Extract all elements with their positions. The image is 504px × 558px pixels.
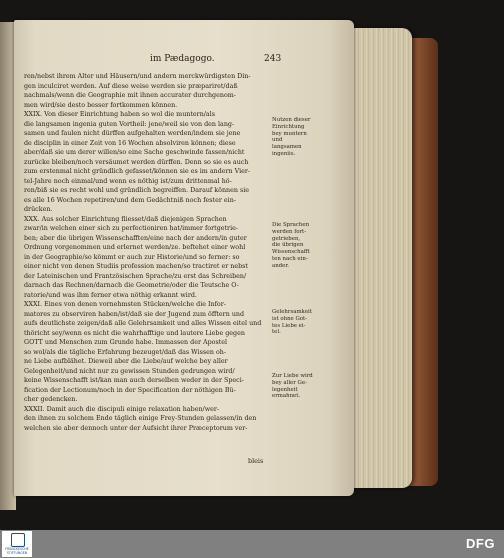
margin-note-line: Gelehrsamkeit — [272, 309, 312, 315]
library-logo[interactable] — [2, 531, 32, 557]
text-line: gen inculciret werden. Auf diese weise werden sie præpariret/daß — [24, 82, 238, 90]
text-line: Gelegenheit/und nicht nur zu gewissen Stunden gedrungen wird/ — [24, 367, 235, 375]
text-line: ren/nebst ihrem Alter und Häusern/und andern merckwürdigsten Din- — [24, 73, 251, 80]
margin-note-line: ander. — [272, 262, 290, 269]
margin-note-line: legenheit — [272, 386, 298, 393]
viewer-footer — [0, 530, 504, 558]
text-line: den ihnen zu solchem Ende täglich einige Frey-Stunden gelassen/in den — [24, 415, 257, 422]
margin-note-line: Zur Liebe wird — [272, 373, 313, 379]
text-line: thöricht sey/wenn es nicht die wahrhafftige und lautere Liebe gegen — [24, 329, 245, 337]
margin-note — [272, 222, 332, 270]
text-line: keine Wissenschafft ist/kan man auch derselben weder in der Speci- — [24, 377, 244, 384]
margin-note — [272, 373, 332, 400]
library-logo-text: FRANCKESCHE STIFTUNGEN — [5, 547, 29, 555]
margin-note — [272, 117, 332, 158]
text-line: es alle 16 Wochen repetiren/und dem Gedächtniß noch fester ein- — [24, 196, 236, 204]
margin-note-line: langsamen — [272, 144, 302, 151]
text-line: Ordnung vorgenommen und erlernet werden/ze. beftehet einer wohl — [24, 244, 246, 251]
page-stack — [350, 28, 412, 488]
margin-note-line: und — [272, 137, 283, 144]
text-line: welchen sie aber dennoch unter der Aufsicht ihrer Præceptorum ver- — [24, 424, 248, 432]
margin-note-line: Nutzen dieser — [272, 117, 311, 123]
dfg-logo[interactable]: DFG — [466, 536, 495, 551]
text-line: de disciplin in einer Zeit von 16 Wochen absolviren können; diese — [24, 139, 236, 147]
text-line: aber/daß sie um derer willen/so eine Sache geschwinde fassen/nicht — [24, 149, 245, 156]
text-line: XXX. Aus solcher Einrichtung fliesset/daß diejenigen Sprachen — [24, 215, 227, 223]
text-line: XXXI. Eines von denen vornehmsten Stücken/welche die Infor- — [24, 301, 226, 308]
page-number: 243 — [264, 54, 282, 64]
text-line: men wird/sie desto besser fortkommen können. — [24, 101, 178, 109]
text-line: XXIX. Von dieser Einrichtung haben so wol die muntern/als — [24, 111, 215, 118]
text-line: aufs deutlichste zeigen/daß alle Gelehrsamkeit und alles Wissen eitel und — [24, 320, 262, 327]
margin-note-line: Wissenschafft — [272, 249, 310, 256]
margin-note-line: bey aller Ge- — [272, 379, 307, 386]
text-line: einer nicht von denen Studiis profession machen/so tractiret er nebst — [24, 263, 248, 270]
margin-note-line: ermahnet. — [272, 393, 301, 400]
margin-note-line: ingeniis. — [272, 150, 296, 157]
margin-note-line: werden fort- — [272, 228, 307, 235]
text-line: ratorie/und was ihm ferner etwa nöthig erkannt wird. — [24, 291, 197, 299]
text-line: darnach das Rechnen/darnach die Geometrie/oder die Teutsche O- — [24, 282, 239, 289]
text-line: zwar/in welchen einer sich zu perfectioniren hat/immer fortgetrie- — [24, 225, 239, 232]
text-line: ne Liebe aufblähet. Dieweil aber die Liebe/auf welche bey aller — [24, 358, 228, 365]
margin-note-line: bey muntern — [272, 130, 307, 137]
text-line: ren/biß sie es recht wohl und gründlich begreiffen. Darauf können sie — [24, 187, 250, 194]
text-line: so wol/als die tägliche Erfahrung bezeuget/daß das Wissen oh- — [24, 348, 227, 356]
library-logo-icon — [11, 533, 25, 547]
text-line: drücken. — [24, 206, 53, 213]
text-line: GOTT und Menschen zum Grunde habe. Immassen der Apostel — [24, 339, 228, 346]
text-line: zum erstenmal nicht gründlich gefasset/können sie es im andern Vier- — [24, 168, 251, 175]
text-line: in der Geographie/so kömmt er auch zur Historie/und so ferner: so — [24, 253, 240, 261]
margin-note-line: Die Sprachen — [272, 222, 310, 228]
text-line: die langsamen ingenia guten Vortheil: jene/weil sie von den lang- — [24, 120, 235, 128]
running-header — [0, 54, 504, 68]
text-line: nachmals/wenn die Geographie mit ihnen accurater durchgenom- — [24, 92, 236, 99]
text-line: cher gedencken. — [24, 396, 78, 403]
running-title: im Pædagogo. — [150, 54, 215, 64]
margin-note-line: tes Liebe ei- — [272, 322, 306, 329]
margin-note — [272, 309, 332, 336]
text-line: samen und faulen nicht dürffen aufgehalten werden/indem sie jene — [24, 130, 241, 137]
margin-note-line: ten nach ein- — [272, 255, 308, 262]
margin-note-line: die übrigen — [272, 242, 304, 249]
text-line: tel-Jahre noch einmal/und wenn es nöthig ist/zum drittenmal hö- — [24, 177, 232, 185]
text-line: der Lateinischen und Frantzösischen Sprache/zu erst das Schreiben/ — [24, 272, 247, 280]
text-line: fication der Lectionum/noch in der Specification der nöthigen Bü- — [24, 386, 236, 394]
margin-note-line: ist ohne Got- — [272, 315, 308, 322]
text-line: XXXII. Damit auch die discipuli einige relaxation haben/wer- — [24, 405, 220, 413]
catchword: bleis — [248, 457, 264, 465]
text-line: matores zu observiren haben/ist/daß sie der Jugend zum öfftern und — [24, 310, 245, 318]
margin-note-line: getrieben, — [272, 235, 301, 242]
margin-note-line: tel. — [272, 329, 281, 336]
text-line: ben; aber die übrigen Wissenschafften/eine nach der andern/in guter — [24, 234, 247, 242]
body-text — [24, 72, 270, 433]
text-line: zurücke bleiben/noch versäumet werden dürffen. Denn so sie es auch — [24, 158, 249, 166]
margin-note-line: Einrichtung — [272, 123, 305, 130]
